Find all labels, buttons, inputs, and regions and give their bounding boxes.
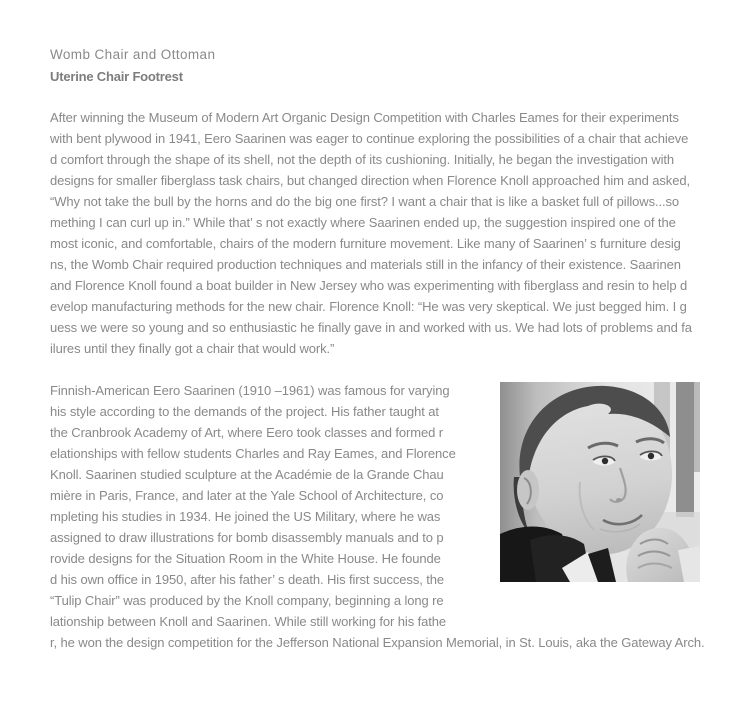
text-line: his style according to the demands of the project. His father taught at: [50, 404, 439, 419]
text-line: designs for smaller fiberglass task chairs, but changed direction when Florence Knoll approached him and asked,: [50, 173, 690, 188]
page-subtitle: Uterine Chair Footrest: [50, 69, 183, 84]
text-line: evelop manufacturing methods for the new chair. Florence Knoll: “He was very skeptical. We just begged him. I g: [50, 299, 687, 314]
page-title: Womb Chair and Ottoman: [50, 47, 216, 62]
text-line: After winning the Museum of Modern Art Organic Design Competition with Charles Eames for their experiments: [50, 110, 679, 125]
portrait-illustration: [500, 382, 700, 582]
text-line: the Cranbrook Academy of Art, where Eero took classes and formed r: [50, 425, 443, 440]
text-line: “Tulip Chair” was produced by the Knoll company, beginning a long re: [50, 593, 444, 608]
text-line: mpleting his studies in 1934. He joined the US Military, where he was: [50, 509, 441, 524]
text-line: mething I can curl up in.” While that’ s not exactly where Saarinen ended up, the suggestion inspired one of the: [50, 215, 676, 230]
text-line: and Florence Knoll found a boat builder in New Jersey who was experimenting with fiberglass and resin to help d: [50, 278, 688, 293]
text-line: elationships with fellow students Charles and Ray Eames, and Florence: [50, 446, 456, 461]
text-line: “Why not take the bull by the horns and do the big one first? I want a chair that is like a basket full of pillows...so: [50, 194, 680, 209]
text-line: rovide designs for the Situation Room in the White House. He founde: [50, 551, 441, 566]
text-line: lationship between Knoll and Saarinen. While still working for his fathe: [50, 614, 447, 629]
text-line: ilures until they finally got a chair that would work.”: [50, 341, 335, 356]
text-line: assigned to draw illustrations for bomb disassembly manuals and to p: [50, 530, 444, 545]
bio-paragraph: [50, 380, 510, 632]
text-line: Finnish-American Eero Saarinen (1910 –1961) was famous for varying: [50, 383, 450, 398]
title-block: [50, 44, 215, 88]
text-line: mière in Paris, France, and later at the Yale School of Architecture, co: [50, 488, 444, 503]
text-line: most iconic, and comfortable, chairs of the modern furniture movement. Like many of Saarinen’ s furniture desig: [50, 236, 681, 251]
portrait-photo: [500, 382, 700, 582]
text-line: uess we were so young and so enthusiastic he finally gave in and worked with us. We had lots of problems and fa: [50, 320, 692, 335]
text-line: with bent plywood in 1941, Eero Saarinen was eager to continue exploring the possibilities of a chair that achieve: [50, 131, 689, 146]
text-line: d his own office in 1950, after his father’ s death. His first success, the: [50, 572, 445, 587]
bio-last-line: r, he won the design competition for the Jefferson National Expansion Memorial, in St. Louis, aka the Gateway Arch.: [50, 635, 705, 650]
text-line: d comfort through the shape of its shell, not the depth of its cushioning. Initially, he began the investigation with: [50, 152, 675, 167]
text-line: Knoll. Saarinen studied sculpture at the Académie de la Grande Chau: [50, 467, 444, 482]
article-paragraph: [50, 107, 740, 359]
text-line: ns, the Womb Chair required production techniques and materials still in the infancy of their existence. Saarinen: [50, 257, 681, 272]
